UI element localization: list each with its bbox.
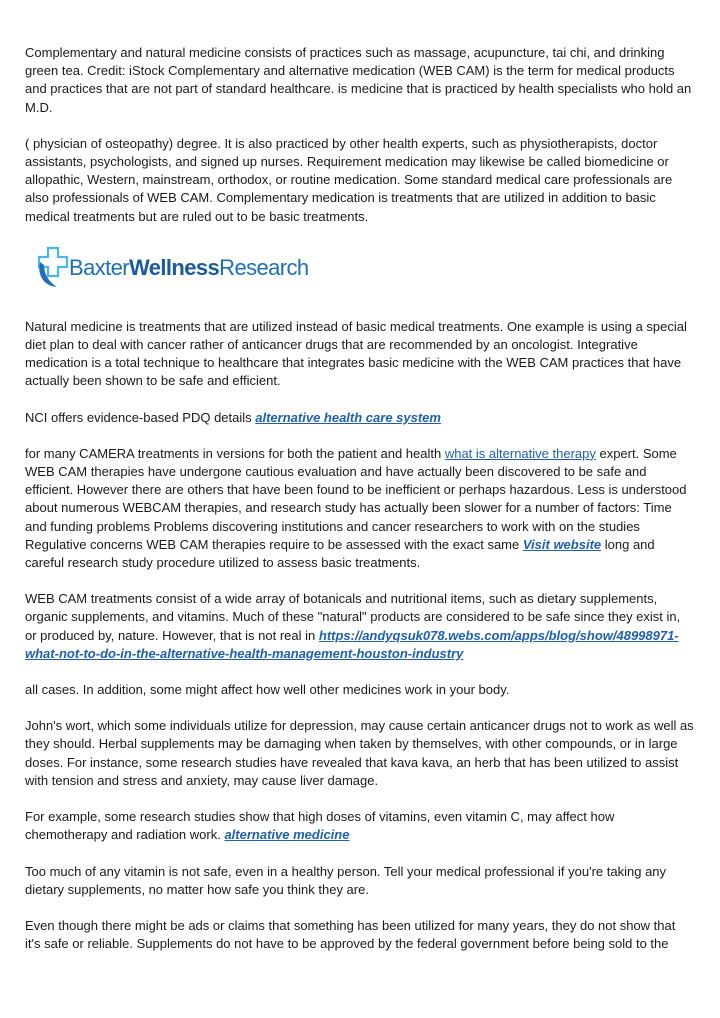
vitamins-text: For example, some research studies show that high doses of vitamins, even vitamin C, may affect how chemotherapy and radiation work. bbox=[25, 809, 615, 843]
paragraph-webcam-treatments bbox=[25, 590, 694, 663]
paragraph-physician: ( physician of osteopathy) degree. It is also practiced by other health experts, such as physiotherapists, doctor assistants, psychologists, and signed up nurses. Requirement medication may likewise be called biomedicine or allopathic, Western, mainstream, orthodox, or routine medication. Some standard medical care professionals are also professionals of WEB CAM. Complementary medication is treatments that are utilized in addition to basic medical treatments but are ruled out to be basic treatments. bbox=[25, 135, 673, 224]
medical-cross-logo-icon bbox=[35, 246, 71, 290]
paragraph-intro: Complementary and natural medicine consists of practices such as massage, acupuncture, tai chi, and drinking green tea. Credit: iStock Complementary and alternative medication (WEB CAM) is the term for medical products and practices that are not part of standard healthcare. is medicine that is practiced by health specialists who hold an M.D. bbox=[25, 45, 692, 115]
logo-word-wellness: Wellness bbox=[128, 254, 220, 280]
logo-word-baxter: Baxter bbox=[69, 254, 129, 280]
paragraph-all-cases: all cases. In addition, some might affect how well other medicines work in your body. bbox=[25, 682, 510, 698]
link-alternative-health-care-system[interactable]: alternative health care system bbox=[255, 409, 441, 425]
paragraph-nci bbox=[25, 409, 694, 427]
link-alternative-medicine[interactable]: alternative medicine bbox=[224, 827, 350, 843]
camera-text-1: for many CAMERA treatments in versions for both the patient and health bbox=[25, 445, 445, 461]
paragraph-too-much-vitamin: Too much of any vitamin is not safe, even in a healthy person. Tell your medical professional if you're taking any dietary supplements, no matter how safe you think they are. bbox=[25, 863, 667, 897]
paragraph-ads-claims: Even though there might be ads or claims that something has been utilized for many years, they do not show that it's safe or reliable. Supplements do not have to be approved by the federal government before being sold to the bbox=[25, 917, 676, 952]
link-blog-url[interactable]: https://andyqsuk078.webs.com/apps/blog/show/48998971-what-not-to-do-in-the-alternative-health-management-houston-industry bbox=[25, 627, 679, 661]
link-what-is-alternative-therapy[interactable]: what is alternative therapy bbox=[444, 445, 596, 461]
logo-word-research: Research bbox=[219, 254, 309, 280]
paragraph-camera-treatments bbox=[25, 445, 694, 572]
paragraph-natural-medicine: Natural medicine is treatments that are utilized instead of basic medical treatments. One example is using a special diet plan to deal with cancer rather of anticancer drugs that are recommended by an oncologist. Integrative medication is a total technique to healthcare that integrates basic medicine with the WEB CAM practices that have actually been shown to be safe and efficient. bbox=[25, 318, 687, 389]
paragraph-johns-wort: John's wort, which some individuals utilize for depression, may cause certain anticancer drugs not to work as well as they should. Herbal supplements may be damaging when taken by themselves, with other compounds, or in large doses. For instance, some research studies have revealed that kava kava, an herb that has been utilized to assist with tension and stress and anxiety, may cause liver damage. bbox=[25, 718, 694, 788]
webcam-text: WEB CAM treatments consist of a wide array of botanicals and nutritional items, such as dietary supplements, organic supplements, and vitamins. Much of these "natural" products are considered to be safe since they exist in, or produced by, nature. However, that is not real in bbox=[25, 591, 681, 643]
paragraph-vitamins bbox=[25, 808, 694, 844]
logo-wordmark bbox=[69, 255, 309, 281]
link-visit-website[interactable]: Visit website bbox=[522, 536, 602, 552]
camera-text-3: long and careful research study procedure utilized to assess basic treatments. bbox=[25, 536, 655, 571]
nci-text: NCI offers evidence-based PDQ details bbox=[25, 409, 256, 425]
camera-text-2: expert. Some WEB CAM therapies have undergone cautious evaluation and have actually been discovered to be safe and efficient. However there are others that have been found to be inefficient or perhaps hazardous. Less is understood about numerous WEBCAM therapies, and research study has actually been slower for a number of factors: Time and funding problems Problems discovering institutions and cancer researchers to work with on the studies Regulative concerns WEB CAM therapies require to be assessed with the exact same bbox=[25, 445, 687, 552]
baxter-wellness-research-logo bbox=[35, 244, 694, 292]
